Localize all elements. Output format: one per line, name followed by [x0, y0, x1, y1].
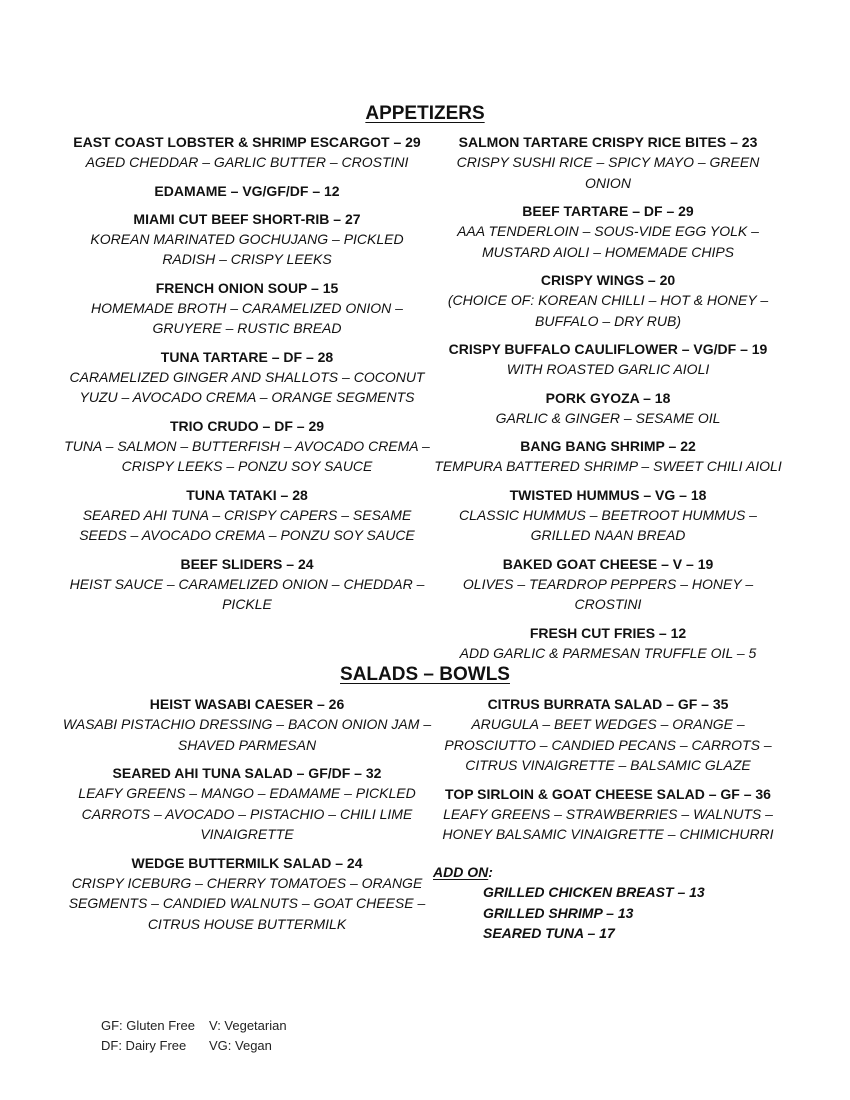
item-description: (CHOICE OF: KOREAN CHILLI – HOT & HONEY – BUFFALO – DRY RUB) — [447, 292, 769, 329]
menu-item — [62, 554, 432, 615]
menu-item — [432, 784, 784, 845]
item-description: CLASSIC HUMMUS – BEETROOT HUMMUS – GRILLED NAAN BREAD — [459, 506, 757, 543]
item-name: EAST COAST LOBSTER & SHRIMP ESCARGOT – 29 — [73, 134, 421, 150]
item-description: ADD GARLIC & PARMESAN TRUFFLE OIL – 5 — [459, 644, 757, 661]
item-name: BEEF SLIDERS – 24 — [180, 555, 314, 572]
menu-item — [432, 485, 784, 546]
menu-item — [62, 694, 432, 755]
item-name: TWISTED HUMMUS – VG – 18 — [509, 486, 707, 503]
item-description: KOREAN MARINATED GOCHUJANG – PICKLED RADISH – CRISPY LEEKS — [90, 230, 404, 267]
menu-item — [432, 132, 784, 193]
item-name: TRIO CRUDO – DF – 29 — [169, 417, 325, 434]
menu-item — [432, 623, 784, 664]
add-on-item: SEARED TUNA – 17 — [483, 925, 615, 941]
menu-item — [432, 339, 784, 380]
add-on-item: GRILLED SHRIMP – 13 — [483, 904, 634, 921]
legend-row — [101, 1036, 287, 1056]
item-name: SEARED AHI TUNA SALAD – GF/DF – 32 — [112, 765, 382, 781]
item-description: AAA TENDERLOIN – SOUS-VIDE EGG YOLK – MUSTARD AIOLI – HOMEMADE CHIPS — [457, 223, 759, 260]
appetizers-heading: APPETIZERS — [365, 103, 485, 124]
item-name: HEIST WASABI CAESER – 26 — [149, 696, 345, 712]
item-description: AGED CHEDDAR – GARLIC BUTTER – CROSTINI — [85, 154, 409, 170]
add-on-colon: : — [488, 864, 493, 880]
add-on-heading — [433, 862, 705, 882]
legend-gluten-free: GF: Gluten Free — [101, 1018, 195, 1033]
item-description: OLIVES – TEARDROP PEPPERS – HONEY – CROSTINI — [462, 575, 754, 612]
item-description: SEARED AHI TUNA – CRISPY CAPERS – SESAME SEEDS – AVOCADO CREMA – PONZU SOY SAUCE — [79, 506, 415, 543]
item-description: WITH ROASTED GARLIC AIOLI — [506, 361, 710, 377]
item-description: HEIST SAUCE – CARAMELIZED ONION – CHEDDAR – PICKLE — [69, 575, 425, 612]
item-description: CRISPY SUSHI RICE – SPICY MAYO – GREEN ONION — [456, 154, 760, 191]
item-description: LEAFY GREENS – STRAWBERRIES – WALNUTS – HONEY BALSAMIC VINAIGRETTE – CHIMICHURRI — [442, 805, 774, 842]
menu-item — [62, 132, 432, 173]
salads-left-column — [62, 694, 432, 942]
item-name: TUNA TATAKI – 28 — [186, 486, 308, 503]
item-name: MIAMI CUT BEEF SHORT-RIB – 27 — [133, 210, 361, 227]
item-name: TOP SIRLOIN & GOAT CHEESE SALAD – GF – 36 — [445, 785, 771, 802]
legend-row — [101, 1016, 287, 1036]
item-description: HOMEMADE BROTH – CARAMELIZED ONION – GRUYERE – RUSTIC BREAD — [91, 299, 403, 336]
item-name: EDAMAME – VG/GF/DF – 12 — [154, 182, 340, 199]
legend-dairy-free: DF: Dairy Free — [101, 1038, 187, 1053]
item-name: CRISPY BUFFALO CAULIFLOWER – VG/DF – 19 — [448, 341, 768, 357]
dietary-legend — [101, 1016, 287, 1056]
item-name: CITRUS BURRATA SALAD – GF – 35 — [487, 696, 729, 712]
menu-item — [432, 694, 784, 776]
add-on-list — [483, 882, 705, 944]
menu-item — [432, 436, 784, 477]
menu-item — [432, 388, 784, 429]
menu-item — [432, 270, 784, 331]
menu-item — [62, 416, 432, 477]
menu-item — [62, 209, 432, 270]
item-description: CARAMELIZED GINGER AND SHALLOTS – COCONUT YUZU – AVOCADO CREMA – ORANGE SEGMENTS — [69, 368, 425, 405]
item-name: CRISPY WINGS – 20 — [540, 272, 676, 288]
item-description: LEAFY GREENS – MANGO – EDAMAME – PICKLED CARROTS – AVOCADO – PISTACHIO – CHILI LIME VINAIGRETTE — [78, 785, 416, 842]
salads-heading: SALADS – BOWLS — [340, 664, 510, 685]
menu-item — [62, 485, 432, 546]
menu-item — [62, 853, 432, 935]
item-name: FRESH CUT FRIES – 12 — [529, 624, 687, 641]
item-name: BEEF TARTARE – DF – 29 — [522, 203, 694, 219]
item-description: ARUGULA – BEET WEDGES – ORANGE – PROSCIUTTO – CANDIED PECANS – CARROTS – CITRUS VINAIGRETTE – BALSAMIC GLAZE — [444, 716, 772, 773]
item-name: BANG BANG SHRIMP – 22 — [520, 438, 696, 454]
menu-item — [62, 278, 432, 339]
menu-item — [62, 347, 432, 408]
item-description: TUNA – SALMON – BUTTERFISH – AVOCADO CREMA – CRISPY LEEKS – PONZU SOY SAUCE — [64, 437, 430, 474]
item-name: SALMON TARTARE CRISPY RICE BITES – 23 — [458, 134, 758, 150]
item-name: FRENCH ONION SOUP – 15 — [155, 279, 339, 296]
item-name: PORK GYOZA – 18 — [545, 389, 671, 406]
menu-item — [432, 554, 784, 615]
item-description: TEMPURA BATTERED SHRIMP – SWEET CHILI AIOLI — [434, 458, 782, 474]
item-description: WASABI PISTACHIO DRESSING – BACON ONION JAM – SHAVED PARMESAN — [62, 716, 432, 753]
salads-right-column — [432, 694, 784, 853]
menu-item — [62, 181, 432, 201]
add-on-label: ADD ON — [433, 864, 489, 880]
add-on-item: GRILLED CHICKEN BREAST – 13 — [483, 884, 705, 900]
item-description: CRISPY ICEBURG – CHERRY TOMATOES – ORANGE SEGMENTS – CANDIED WALNUTS – GOAT CHEESE – CITRUS HOUSE BUTTERMILK — [68, 874, 426, 932]
legend-vegetarian: V: Vegetarian — [209, 1018, 287, 1033]
menu-item — [62, 763, 432, 845]
item-name: TUNA TARTARE – DF – 28 — [160, 348, 334, 365]
appetizers-left-column — [62, 132, 432, 623]
item-name: BAKED GOAT CHEESE – V – 19 — [502, 555, 714, 572]
legend-vegan: VG: Vegan — [209, 1038, 272, 1053]
item-description: GARLIC & GINGER – SESAME OIL — [495, 409, 721, 426]
add-on-section — [433, 862, 705, 944]
item-name: WEDGE BUTTERMILK SALAD – 24 — [131, 854, 363, 871]
appetizers-right-column — [432, 132, 784, 671]
menu-item — [432, 201, 784, 262]
